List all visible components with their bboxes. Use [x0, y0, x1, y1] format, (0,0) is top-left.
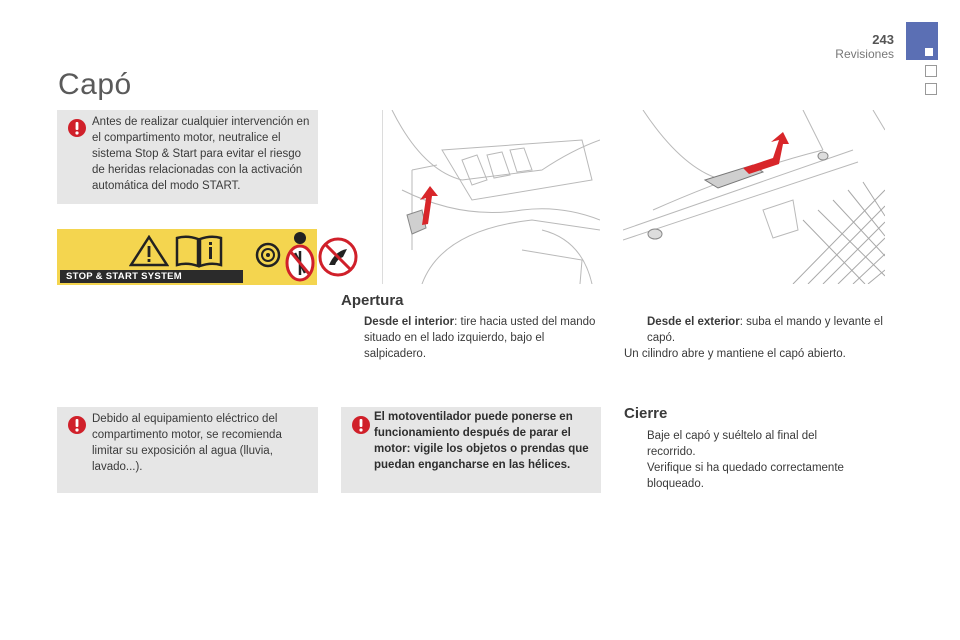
tab-marker [925, 48, 933, 56]
cierre-step-2-text: Verifique si ha quedado correctamente bloqueado. [647, 462, 844, 490]
section-name: Revisiones [835, 47, 894, 61]
interior-release-drawing [382, 110, 600, 284]
exterior-bold: Desde el exterior [647, 316, 740, 328]
fan-note [341, 407, 601, 493]
exterior-step-text [647, 314, 887, 346]
warning-icon [67, 415, 87, 435]
side-box-2 [925, 83, 937, 95]
warning-icon [351, 415, 371, 435]
cierre-step-1 [625, 428, 887, 462]
interior-release-illustration [382, 110, 600, 284]
cierre-heading: Cierre [624, 405, 668, 422]
stop-start-label-panel [57, 229, 317, 285]
exterior-release-illustration [623, 110, 885, 284]
interior-rest: : tire hacia usted del mando situado en el lado izquierdo, bajo el salpicadero. [364, 316, 596, 360]
interior-bold: Desde el interior [364, 316, 455, 328]
interior-step-text [364, 314, 604, 362]
electrical-note [57, 407, 318, 493]
no-touch-fan-icon [317, 235, 359, 279]
exterior-step [625, 314, 887, 348]
stop-start-note-text: Antes de realizar cualquier intervención en el compartimento motor, neutralice el sistema Stop & Start para evitar el riesgo de heridas relacionadas con la activación automática del modo START. [92, 116, 310, 192]
interior-step [342, 314, 604, 366]
no-hands-icon [285, 231, 315, 283]
stop-start-note [57, 110, 318, 204]
exterior-release-drawing [623, 110, 885, 284]
page-number: 243 [872, 32, 894, 47]
stop-start-system-caption: STOP & START SYSTEM [60, 270, 243, 283]
section-tab[interactable] [906, 22, 938, 60]
cylinder-text: Un cilindro abre y mantiene el capó abierto. [624, 348, 846, 360]
belt-icon [255, 231, 281, 281]
manual-icon [175, 234, 223, 268]
page-title: Capó [58, 68, 132, 101]
apertura-heading: Apertura [341, 292, 404, 309]
electrical-note-text: Debido al equipamiento eléctrico del compartimento motor, se recomienda limitar su exposición al agua (lluvia, lavado...). [92, 413, 282, 473]
warning-triangle-icon [129, 235, 169, 267]
cierre-step-2 [625, 460, 887, 494]
cierre-step-1-text: Baje el capó y suéltelo al final del recorrido. [647, 430, 818, 458]
side-box-1 [925, 65, 937, 77]
fan-note-text: El motoventilador puede ponerse en funcionamiento después de parar el motor: vigile los objetos o prendas que puedan engancharse en las hélices. [374, 411, 589, 471]
warning-icon [67, 118, 87, 138]
exterior-rest: : suba el mando y levante el capó. [647, 316, 883, 344]
